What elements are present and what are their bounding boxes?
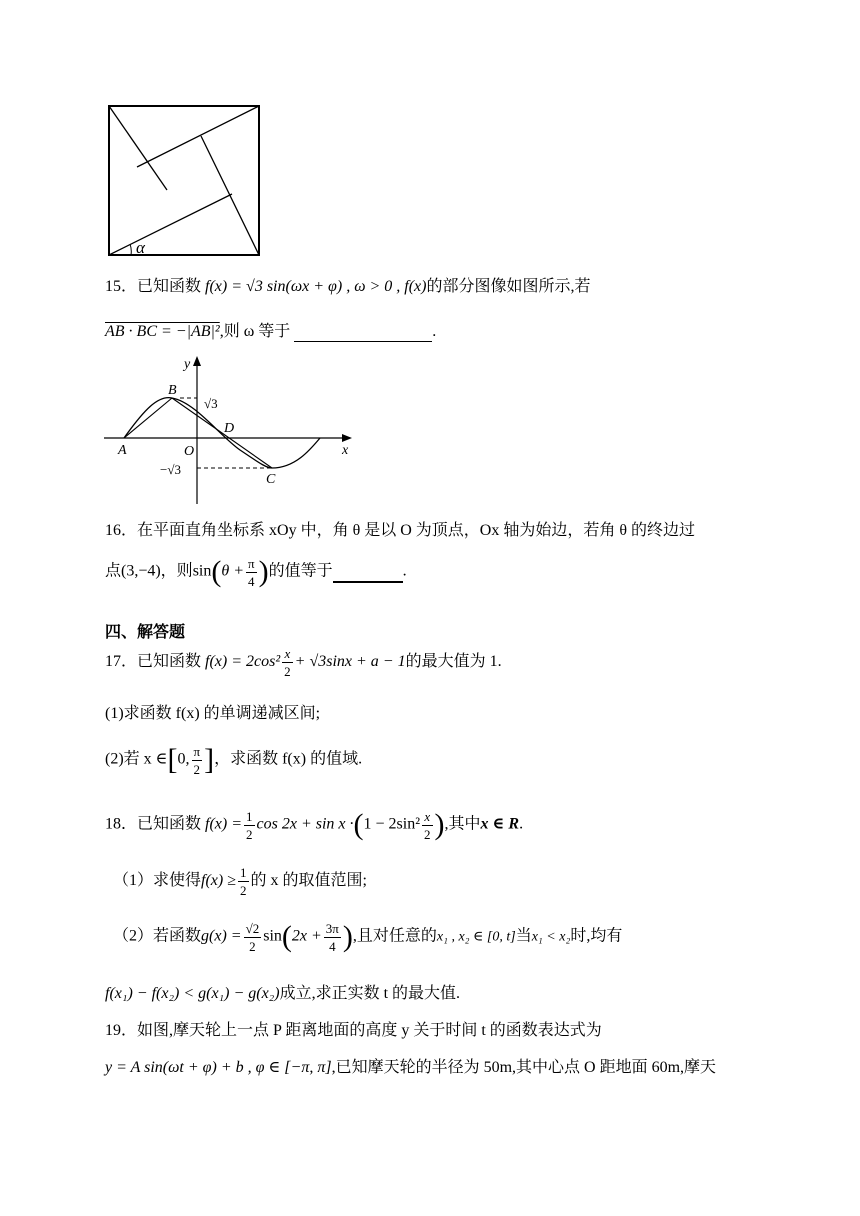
q18-3pi-over-4 [324,922,341,953]
q18-part1 [113,866,367,897]
q17-two: 2 [284,664,291,679]
q15-end: . [432,323,437,340]
q18-p2-when: 当 [515,927,532,945]
point-B-label: B [168,383,177,398]
q18-two-b: 2 [424,826,431,842]
q18-part3 [105,980,460,1003]
q17-post: 的最大值为 1. [405,653,502,671]
q17-pre: 已知函数 [137,653,202,671]
q18-x-over-2 [422,810,433,841]
q16-pi: π [248,555,255,571]
q18-p2-tail: 时,均有 [570,927,623,945]
q18-pre: 已知函数 [137,815,202,833]
q18-mid: cos 2x + sin x · [256,815,354,833]
neg-sqrt3-label: −√3 [160,462,181,477]
q18-p1-one-half [238,866,249,897]
axis-y-label: y [184,357,191,372]
q16-sin: sin [192,562,212,580]
point-D-label: D [224,421,235,436]
q18-four: 4 [329,938,336,954]
point-A-label: A [118,443,127,458]
q19-line2-text: ,已知摩天轮的半径为 50m,其中心点 O 距地面 60m,摩天 [331,1059,717,1076]
axis-x-label: x [342,443,349,458]
q17-pi: π [193,743,201,759]
q15-post: 的部分图像如图所示,若 [426,278,591,295]
q18-inner: 1 − 2sin² [363,815,421,833]
q18-p1-two: 2 [240,883,247,898]
q17-part2: (2)若 x ∈[0, $\frac{\pi}{2}$ ]，求函数 f(x) 的值域. [105,743,363,777]
q17-number: 17． [105,653,138,671]
q16-line2-pre: 点(3,−4)，则 [105,562,193,580]
question-17 [105,647,502,678]
q18-p2-two: 2 [249,938,256,954]
q15-line2-text: ,则 ω 等于 [219,323,291,340]
q18-f-lhs: f(x) = [205,815,243,833]
q16-pi-over-4 [246,557,257,588]
question-15-line2 [105,318,436,342]
sqrt3-label: √3 [204,396,218,411]
q18-p3-post: 成立,求正实数 t 的最大值. [279,985,461,1002]
q18-p2-mid: ,且对任意的 [352,927,437,945]
q18-sqrt2-over-2 [244,922,262,953]
question-19 [105,1017,602,1040]
q18-p2-pre: （2）若函数 [113,927,202,945]
question-16-line2: 点(3,−4)，则sin(θ + $\frac{\pi}{4}$ )的值等于 . [105,555,407,589]
q17-p2-pre: (2)若 x ∈ [105,750,168,768]
q18-three-pi: 3π [325,920,339,936]
q18-number: 18． [105,815,138,833]
q18-p2-sin: sin [263,927,282,945]
q17-pi-over-2 [192,745,203,776]
q19-line1: 如图,摩天轮上一点 P 距离地面的高度 y 关于时间 t 的函数表达式为 [137,1022,602,1039]
q18-p1-post: 的 x 的取值范围; [250,872,367,890]
origin-label: O [184,444,195,459]
q18-x: x [422,810,433,826]
q15-pre: 已知函数 [137,278,202,295]
q16-end: . [402,562,407,580]
q19-number: 19． [105,1022,138,1039]
q18-post: ,其中 [444,815,481,833]
question-19-line2 [105,1054,716,1077]
q15-vector-condition: AB · BC = −|AB|² [105,323,220,340]
q18-p2-arg: 2x + [291,927,322,945]
q17-x-num: x [282,647,293,663]
q18-p1-f: f(x) ≥ [201,872,236,890]
q18-part2: （2）若函数g(x) = $\frac{√2}{2}$ sin(2x + $\frac{3\pi}{4}$ ),且对任意的x₁ , x₂ ∈ [0, t]当x₁ < x₂时,均有 [113,920,623,954]
q15-number: 15． [105,278,138,295]
q17-p2-post: ，求函数 f(x) 的值域. [214,750,363,768]
question-18: 18．已知函数 f(x) = $\frac{1}{2}$ cos 2x + sin x ·(1 − 2sin² $\frac{x}{2}$ ),其中x ∈ R. [105,808,524,842]
q18-one-half [244,810,255,841]
q16-number: 16． [105,522,138,539]
q18-domain: x ∈ R [480,815,520,833]
q18-p1-pre: （1）求使得 [113,872,202,890]
q17-f-lhs: f(x) = 2cos² [205,653,281,671]
question-16 [105,517,695,540]
q19-formula: y = A sin(ωt + φ) + b , φ ∈ [−π, π] [105,1059,332,1076]
q15-answer-blank [294,323,432,342]
question-15 [105,273,591,296]
q16-line1: 在平面直角坐标系 xOy 中，角 θ 是以 O 为顶点，Ox 轴为始边，若角 θ 的终边过 [137,522,696,539]
q17-p2-two: 2 [193,761,201,777]
q18-one: 1 [246,808,253,824]
q17-p2-zero: 0, [177,750,190,768]
q17-part1: (1)求函数 f(x) 的单调递减区间; [105,705,321,722]
q18-p3-inequality: f(x₁) − f(x₂) < g(x₁) − g(x₂) [105,985,280,1002]
q17-f-rhs: + √3sinx + a − 1 [294,653,406,671]
q18-p2-cond: x₁ < x₂ [531,929,571,945]
point-C-label: C [266,472,276,487]
q18-p2-g: g(x) = [201,927,242,945]
q16-line2-post: 的值等于 [268,562,333,580]
q18-p2-vars: x₁ , x₂ ∈ [0, t] [436,929,516,945]
q16-answer-blank [333,563,403,583]
q17-x-over-2 [282,647,293,678]
q18-p1-one: 1 [240,865,247,880]
square-figure [105,103,265,258]
alpha-label: α [136,238,145,257]
q18-two: 2 [246,826,253,842]
q16-theta: θ + [221,562,245,580]
section-title: 四、解答题 [105,624,186,641]
q18-end: . [519,815,524,833]
q15-function: f(x) = √3 sin(ωx + φ) , ω > 0 , f(x) [205,278,427,295]
sine-graph [100,350,365,510]
q18-sqrt2: √2 [245,920,260,936]
q16-four: 4 [248,573,255,589]
